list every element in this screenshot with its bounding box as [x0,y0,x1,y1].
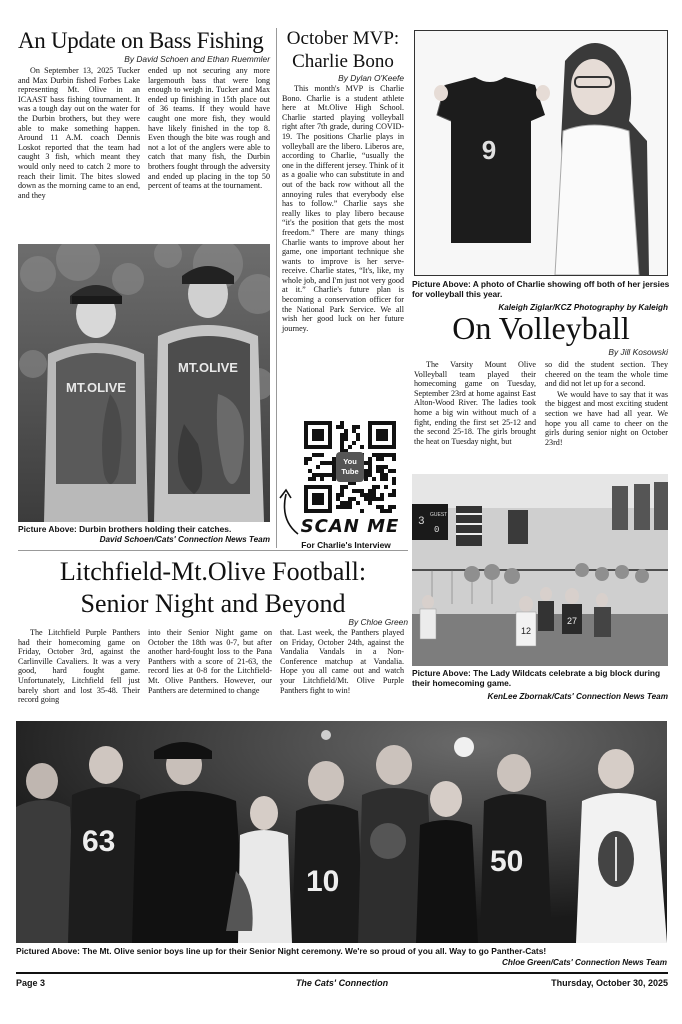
column-divider [276,28,277,548]
bass-col-1-text: On September 13, 2025 Tucker and Max Durbin fished Forbes Lake representing Mt. Olive in an ICAAST bass fishing tournament. It was a tough day out on the water for the Durbin brothers, but they were able to make something happen. Around 11 A.M. coach Dennis Loskot reported that the team had caught 3 fish, which meant they would only need to catch 2 more to reach their limit. The bites slowed down as the morning came to an end, and they [18,66,140,200]
player-number-27: 27 [566,616,578,626]
mvp-col [282,84,404,333]
scoreboard-left: 3 [418,516,425,528]
footer-page-number: Page 3 [16,978,46,988]
scoreboard-label: GUEST [430,512,448,518]
football-col-1 [18,628,140,705]
football-byline: By Chloe Green [348,617,408,627]
volleyball-caption: Picture Above: The Lady Wildcats celebrate a big block during their homecoming game. [412,668,661,688]
mvp-byline: By Dylan O'Keefe [338,73,404,83]
charlie-caption: Picture Above: A photo of Charlie showing off both of her jersies for volleyball this year. [412,279,670,299]
section-divider [18,550,408,551]
bass-caption: Picture Above: Durbin brothers holding their catches. [18,524,232,534]
bass-byline: By David Schoen and Ethan Ruemmler [124,54,270,64]
bass-credit: David Schoen/Cats' Connection News Team [99,535,270,544]
mvp-body-text: This month's MVP is Charlie Bono. Charlie is a student athlete here at Mt.Olive High School. Charlie started playing volleyball right after 7th grade, during COVID-19. The positions Charlie plays in volleyball are the libero. Liberos are, according to Charlie, “usually the one in the different jersey. Think of it as a goalie who can substitute in and out of the back row without all the annoying rules that everybody else has to follow.” Charlie says she really likes to play libero because “it's the position that gets the most freedom.” There are many things Charlie wants to improve about her game, one important technique she wants to improve is her serve-receive. Charlie states, “It's, like, my whole job, and I'm just not very good at it.” Charlie's future plan is becoming a conservation officer for the National Park Service. We all wish her good luck on her future journey. [282,84,404,333]
football-headline-2: Senior Night and Beyond [80,589,346,618]
youtube-badge-line-1: You [343,457,357,466]
volleyball-photo-image [412,474,668,666]
bass-col-2 [148,66,270,191]
volleyball-col-2-text-b: We would have to say that it was the biggest and most exciting student section we have had all year. We hope you all came to cheer on the girls during senior night on October 23rd! [545,389,668,447]
jersey-number-50: 50 [490,845,524,878]
football-col-2 [148,628,272,695]
bass-photo-image [18,244,270,522]
jersey-number: 9 [481,135,497,165]
football-caption: Pictured Above: The Mt. Olive senior boys line up for their Senior Night ceremony. We're so proud of you all. Way to go Panther-Cats! [16,946,547,956]
charlie-credit: Kaleigh Ziglar/KCZ Photography by Kaleigh [498,303,668,312]
football-photo [16,721,667,943]
volleyball-col-2-text-a: so did the student section. They cheered on the team the whole time and did not let up for a second. [545,360,668,389]
volleyball-credit: KenLee Zbornak/Cats' Connection News Team [487,692,668,701]
bass-photo [18,244,270,522]
football-col-3 [280,628,404,695]
youtube-icon [336,452,364,482]
qr-code[interactable] [302,420,398,514]
football-col-3-text: that. Last week, the Panthers played on Friday, October 24th, against the Vandalia Vandals in a Non-Conference matchup at Vandalia. Hope you all came out and watch your Litchfield/Mt. Olive Purple Panthers fight to win! [280,628,404,695]
volleyball-photo [412,474,668,666]
volleyball-headline: On Volleyball [452,310,630,346]
football-col-2-text: into their Senior Night game on October the 18th was 0-7, but after another hard-fought loss to the Pana Panthers with a score of 21-63, the record lies at 0-8 for the Litchfield-Mt. Olive Panthers. However, our Panthers are determined to change [148,628,272,695]
bass-jersey-text-right: MT.OLIVE [178,360,238,375]
bass-col-1 [18,66,140,200]
football-photo-image [16,721,667,943]
bass-headline: An Update on Bass Fishing [18,28,264,53]
volleyball-col-2 [545,360,668,447]
bass-jersey-text-left: MT.OLIVE [66,380,126,395]
mvp-headline-1: October MVP: [286,28,400,49]
volleyball-col-1-text: The Varsity Mount Olive Volleyball team played their homecoming game on Tuesday, September 23rd at home against East Alton-Wood River. The ladies took home a big win without much of a fight, ending the first set 25-12 and the second 25-18. The girls brought the heat on Tuesday night, but [414,360,536,446]
charlie-photo [414,30,668,276]
scan-me-label: SCAN ME [300,516,400,537]
player-number-12: 12 [520,626,532,636]
football-credit: Chloe Green/Cats' Connection News Team [502,958,667,967]
jersey-number-10: 10 [306,865,340,898]
football-col-1-text: The Litchfield Purple Panthers had their homecoming game on Friday, October 3rd, against the Carlinville Cavaliers. It was a very good, hard fought game. Unfortunately, Litchfield fell just barely short and lost 35-48. Their record going [18,628,140,705]
scan-me-sublabel: For Charlie's Interview [301,540,391,550]
footer-paper-name: The Cats' Connection [295,978,389,988]
mvp-headline-2: Charlie Bono [292,51,394,72]
charlie-photo-image [415,31,667,275]
bass-col-2-text: ended up not securing any more largemouth bass that were long enough to weigh in. Tucker and Max ended up finishing in 15th place out of 36 teams. If they would have caught one more fish, they would have likely finished in the top 8. Even though the bite was rough and not a lot of the anglers were able to catch that many fish, the Durbin brothers fought through the adversity and ended up placing in the top 50 percent of teams at the tournament. [148,66,270,191]
jersey-number-63: 63 [82,825,116,858]
volleyball-byline: By Jill Kosowski [608,347,668,357]
football-headline-1: Litchfield-Mt.Olive Football: [59,557,367,586]
footer-rule [16,972,668,974]
footer-date: Thursday, October 30, 2025 [551,978,668,988]
volleyball-col-1 [414,360,536,446]
youtube-badge-line-2: Tube [341,467,359,476]
scoreboard-right: 0 [434,525,440,535]
